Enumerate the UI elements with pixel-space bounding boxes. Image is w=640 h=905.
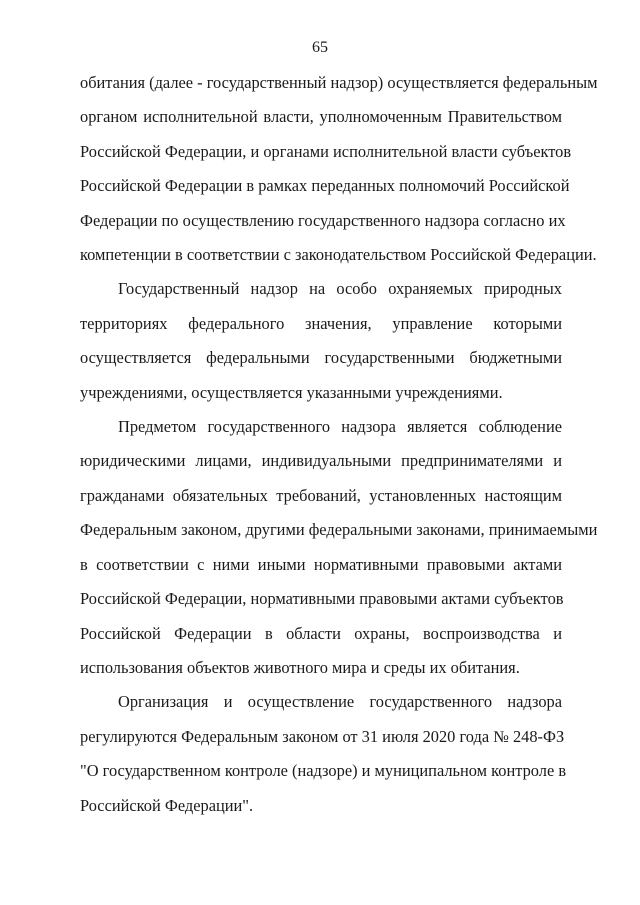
text-line: осуществляется федеральными государственными бюджетными	[80, 348, 562, 368]
paragraph-1	[80, 66, 598, 272]
text-line: учреждениями, осуществляется указанными учреждениями.	[80, 382, 503, 402]
text-line: в соответствии с ними иными нормативными правовыми актами	[80, 554, 562, 574]
text-line: Российской Федерации в рамках переданных полномочий Российской	[80, 176, 570, 196]
text-line: Федеральным законом, другими федеральными законами, принимаемыми	[80, 520, 598, 540]
text-line: обитания (далее - государственный надзор) осуществляется федеральным	[80, 73, 598, 92]
paragraph-3	[80, 410, 598, 685]
text-line: регулируются Федеральным законом от 31 июля 2020 года № 248-ФЗ	[80, 726, 565, 746]
text-line: Федерации по осуществлению государственного надзора согласно их	[80, 210, 566, 230]
text-line: Российской Федерации, и органами исполнительной власти субъектов	[80, 141, 572, 161]
paragraph-4	[80, 685, 567, 823]
text-line: Российской Федерации".	[80, 795, 254, 815]
text-line: Организация и осуществление государственного надзора	[118, 692, 562, 712]
paragraph-2	[80, 272, 562, 410]
text-line: Российской Федерации, нормативными правовыми актами субъектов	[80, 589, 564, 609]
text-line: Российской Федерации в области охраны, воспроизводства и	[80, 623, 562, 643]
text-line: использования объектов животного мира и среды их обитания.	[80, 657, 520, 677]
page-number: 65	[312, 39, 328, 56]
text-line: территориях федерального значения, управление которыми	[80, 313, 562, 333]
text-line: Предметом государственного надзора является соблюдение	[118, 417, 562, 437]
text-line: Государственный надзор на особо охраняемых природных	[118, 279, 562, 299]
text-line: юридическими лицами, индивидуальными предпринимателями и	[80, 451, 562, 471]
text-line: компетенции в соответствии с законодательством Российской Федерации.	[80, 245, 597, 265]
text-line: гражданами обязательных требований, установленных настоящим	[80, 485, 562, 505]
text-line: "О государственном контроле (надзоре) и муниципальном контроле в	[80, 761, 567, 781]
document-body	[80, 66, 598, 823]
text-line: органом исполнительной власти, уполномоченным Правительством	[80, 107, 562, 127]
